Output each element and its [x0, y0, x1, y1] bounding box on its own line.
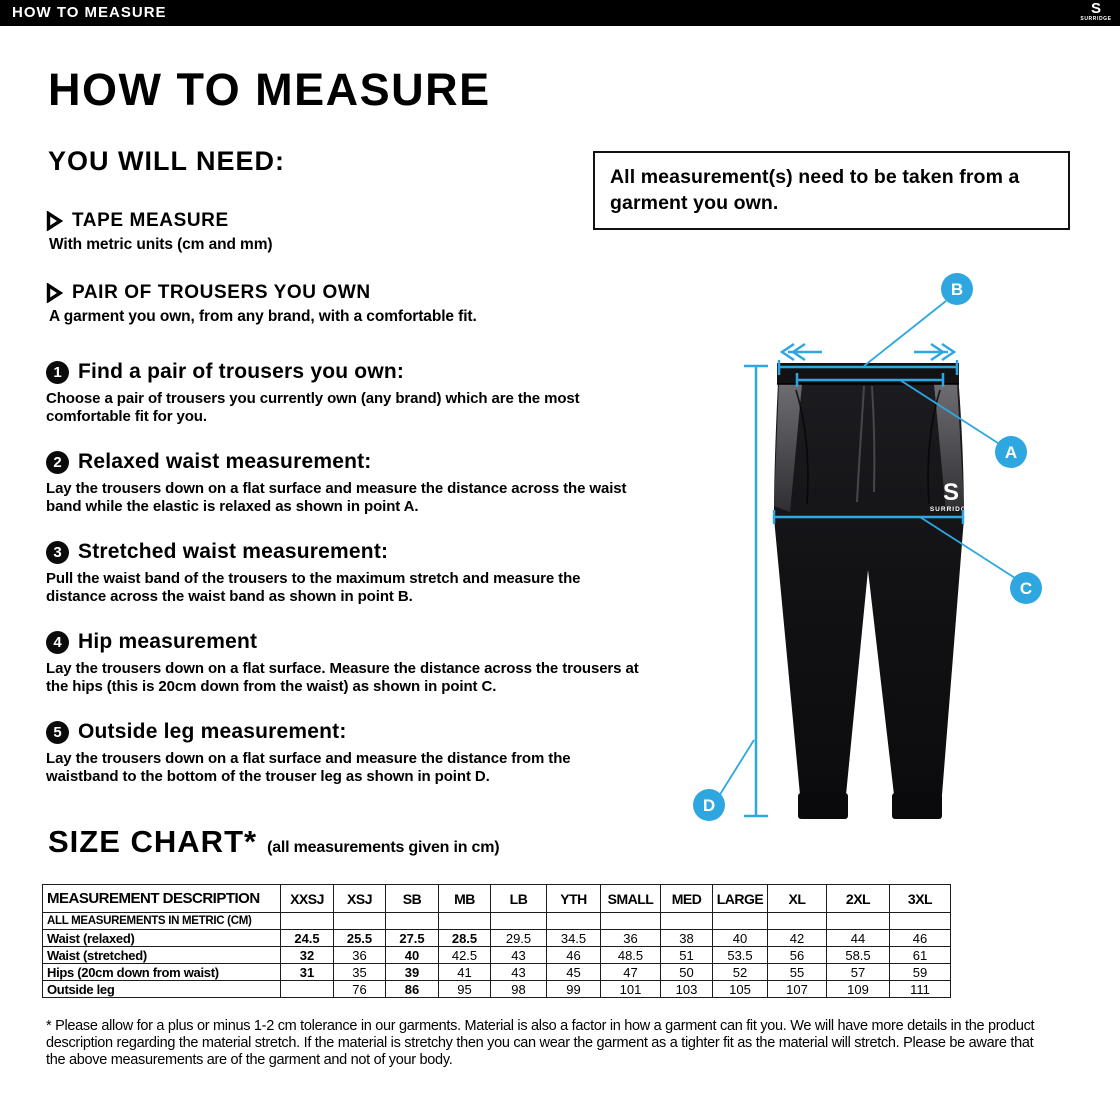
size-cell: 43: [491, 964, 547, 981]
need-item-label: PAIR OF TROUSERS YOU OWN: [72, 282, 371, 303]
size-cell: 51: [661, 947, 713, 964]
need-item-detail: A garment you own, from any brand, with a comfortable fit.: [49, 308, 477, 325]
size-cell: 31: [281, 964, 334, 981]
measurement-label-cell: Waist (relaxed): [43, 930, 281, 947]
need-item-tape-measure: [46, 210, 272, 254]
size-col-header: 2XL: [827, 885, 890, 913]
size-cell: 103: [661, 981, 713, 998]
metric-note-cell: ALL MEASUREMENTS IN METRIC (CM): [43, 913, 281, 930]
size-cell: 55: [768, 964, 827, 981]
step-title: Hip measurement: [78, 630, 258, 653]
step-title: Stretched waist measurement:: [78, 540, 389, 563]
size-cell: [439, 913, 491, 930]
size-cell: 50: [661, 964, 713, 981]
size-cell: 36: [334, 947, 386, 964]
size-cell: 52: [713, 964, 768, 981]
size-cell: 101: [601, 981, 661, 998]
size-cell: 40: [386, 947, 439, 964]
size-cell: [547, 913, 601, 930]
size-cell: 39: [386, 964, 439, 981]
step-body: Pull the waist band of the trousers to the maximum stretch and measure the distance across the waist band as shown in point B.: [46, 570, 581, 605]
surridge-logo: [1076, 1, 1116, 22]
size-cell: 32: [281, 947, 334, 964]
page-title: HOW TO MEASURE: [48, 64, 491, 115]
measurement-label-cell: Waist (stretched): [43, 947, 281, 964]
marker-c-label: C: [1019, 579, 1033, 598]
size-cell: 46: [890, 930, 951, 947]
size-cell: 86: [386, 981, 439, 998]
size-cell: 109: [827, 981, 890, 998]
size-cell: 29.5: [491, 930, 547, 947]
size-cell: 48.5: [601, 947, 661, 964]
size-cell: 46: [547, 947, 601, 964]
size-cell: [386, 913, 439, 930]
step-number-badge: 2: [46, 451, 69, 474]
size-cell: [334, 913, 386, 930]
outside-leg-line: [744, 366, 768, 816]
step-1: [46, 360, 646, 425]
size-col-header: XXSJ: [281, 885, 334, 913]
table-row: [43, 964, 951, 981]
size-col-header: LARGE: [713, 885, 768, 913]
step-body: Lay the trousers down on a flat surface. Measure the distance across the trousers at the hips (this is 20cm down from the waist) as shown in point C.: [46, 660, 639, 695]
size-chart-table: [42, 884, 951, 998]
tolerance-footnote: * Please allow for a plus or minus 1-2 cm tolerance in our garments. Material is also a factor in how a garment can fit you. We will have more details in the product description regarding the material stretch. If the material is stretchy then you can wear the garment as a tighter fit as the material will stretch. Please be aware that the above measurements are of the garment and not of your body.: [46, 1018, 1035, 1068]
size-cell: [713, 913, 768, 930]
size-cell: 42.5: [439, 947, 491, 964]
size-cell: 53.5: [713, 947, 768, 964]
table-row: [43, 913, 951, 930]
size-col-header: SMALL: [601, 885, 661, 913]
trousers-image: [774, 363, 972, 819]
size-cell: [491, 913, 547, 930]
marker-d-label: D: [702, 796, 716, 815]
size-cell: [890, 913, 951, 930]
stretch-arrow-left-icon: [782, 344, 822, 360]
size-cell: 99: [547, 981, 601, 998]
measurement-label-cell: Hips (20cm down from waist): [43, 964, 281, 981]
size-cell: 59: [890, 964, 951, 981]
size-cell: 47: [601, 964, 661, 981]
size-cell: [768, 913, 827, 930]
size-cell: 25.5: [334, 930, 386, 947]
size-cell: 43: [491, 947, 547, 964]
size-cell: 36: [601, 930, 661, 947]
surridge-logo-text: SURRIDGE: [1080, 16, 1112, 22]
size-cell: 34.5: [547, 930, 601, 947]
size-cell: 95: [439, 981, 491, 998]
size-col-header: MEASUREMENT DESCRIPTION: [43, 885, 281, 913]
size-cell: [281, 981, 334, 998]
step-3: [46, 540, 646, 605]
size-chart-heading: [48, 824, 499, 860]
need-item-detail: With metric units (cm and mm): [49, 236, 273, 253]
step-body: Lay the trousers down on a flat surface and measure the distance across the waist band while the elastic is relaxed as shown in point A.: [46, 480, 627, 515]
surridge-s-icon: S: [1090, 0, 1101, 17]
table-row: [43, 930, 951, 947]
marker-a-label: A: [1004, 443, 1018, 462]
need-item-trousers: [46, 282, 477, 326]
size-cell: 111: [890, 981, 951, 998]
size-cell: 105: [713, 981, 768, 998]
step-number-badge: 5: [46, 721, 69, 744]
size-col-header: SB: [386, 885, 439, 913]
size-cell: 27.5: [386, 930, 439, 947]
size-cell: 38: [661, 930, 713, 947]
top-bar: [0, 0, 1120, 26]
step-title: Find a pair of trousers you own:: [78, 360, 405, 383]
size-cell: 35: [334, 964, 386, 981]
size-col-header: XL: [768, 885, 827, 913]
leader-line-d: [719, 740, 754, 796]
step-title: Relaxed waist measurement:: [78, 450, 372, 473]
size-chart-header: [43, 885, 951, 913]
measurement-note-box: All measurement(s) need to be taken from a garment you own.: [593, 151, 1070, 230]
size-cell: 107: [768, 981, 827, 998]
size-chart-body: [43, 913, 951, 998]
size-cell: 28.5: [439, 930, 491, 947]
marker-b-label: B: [950, 280, 964, 299]
size-col-header: MED: [661, 885, 713, 913]
size-cell: [601, 913, 661, 930]
size-cell: 76: [334, 981, 386, 998]
pants-logo-text: SURRIDGE: [929, 506, 973, 513]
size-cell: [281, 913, 334, 930]
triangle-bullet-icon: [46, 283, 63, 303]
size-cell: [827, 913, 890, 930]
step-number-badge: 4: [46, 631, 69, 654]
step-4: [46, 630, 646, 695]
size-cell: 41: [439, 964, 491, 981]
table-row: [43, 947, 951, 964]
size-cell: 45: [547, 964, 601, 981]
step-5: [46, 720, 646, 785]
size-col-header: MB: [439, 885, 491, 913]
size-cell: 57: [827, 964, 890, 981]
size-chart-title: SIZE CHART*: [48, 824, 258, 859]
size-cell: 58.5: [827, 947, 890, 964]
pants-logo-s-icon: S: [942, 479, 960, 506]
you-will-need-heading: YOU WILL NEED:: [48, 146, 286, 176]
step-number-badge: 1: [46, 361, 69, 384]
size-cell: 44: [827, 930, 890, 947]
size-cell: 40: [713, 930, 768, 947]
size-chart-subtitle: (all measurements given in cm): [267, 839, 500, 856]
size-col-header: LB: [491, 885, 547, 913]
size-col-header: YTH: [547, 885, 601, 913]
step-body: Choose a pair of trousers you currently own (any brand) which are the most comfortable fit for you.: [46, 390, 580, 425]
need-item-label: TAPE MEASURE: [72, 210, 229, 231]
size-col-header: 3XL: [890, 885, 951, 913]
measurement-label-cell: Outside leg: [43, 981, 281, 998]
step-title: Outside leg measurement:: [78, 720, 347, 743]
table-row: [43, 981, 951, 998]
size-cell: 56: [768, 947, 827, 964]
size-cell: 98: [491, 981, 547, 998]
size-cell: 42: [768, 930, 827, 947]
size-cell: [661, 913, 713, 930]
size-cell: 24.5: [281, 930, 334, 947]
size-cell: 61: [890, 947, 951, 964]
step-number-badge: 3: [46, 541, 69, 564]
top-bar-title: HOW TO MEASURE: [12, 4, 167, 21]
step-2: [46, 450, 646, 515]
stretch-arrow-right-icon: [914, 344, 954, 360]
leader-line-b: [864, 301, 946, 366]
size-col-header: XSJ: [334, 885, 386, 913]
step-body: Lay the trousers down on a flat surface and measure the distance from the waistband to the bottom of the trouser leg as shown in point D.: [46, 750, 571, 785]
trousers-measurement-figure: [688, 250, 1120, 840]
triangle-bullet-icon: [46, 211, 63, 231]
